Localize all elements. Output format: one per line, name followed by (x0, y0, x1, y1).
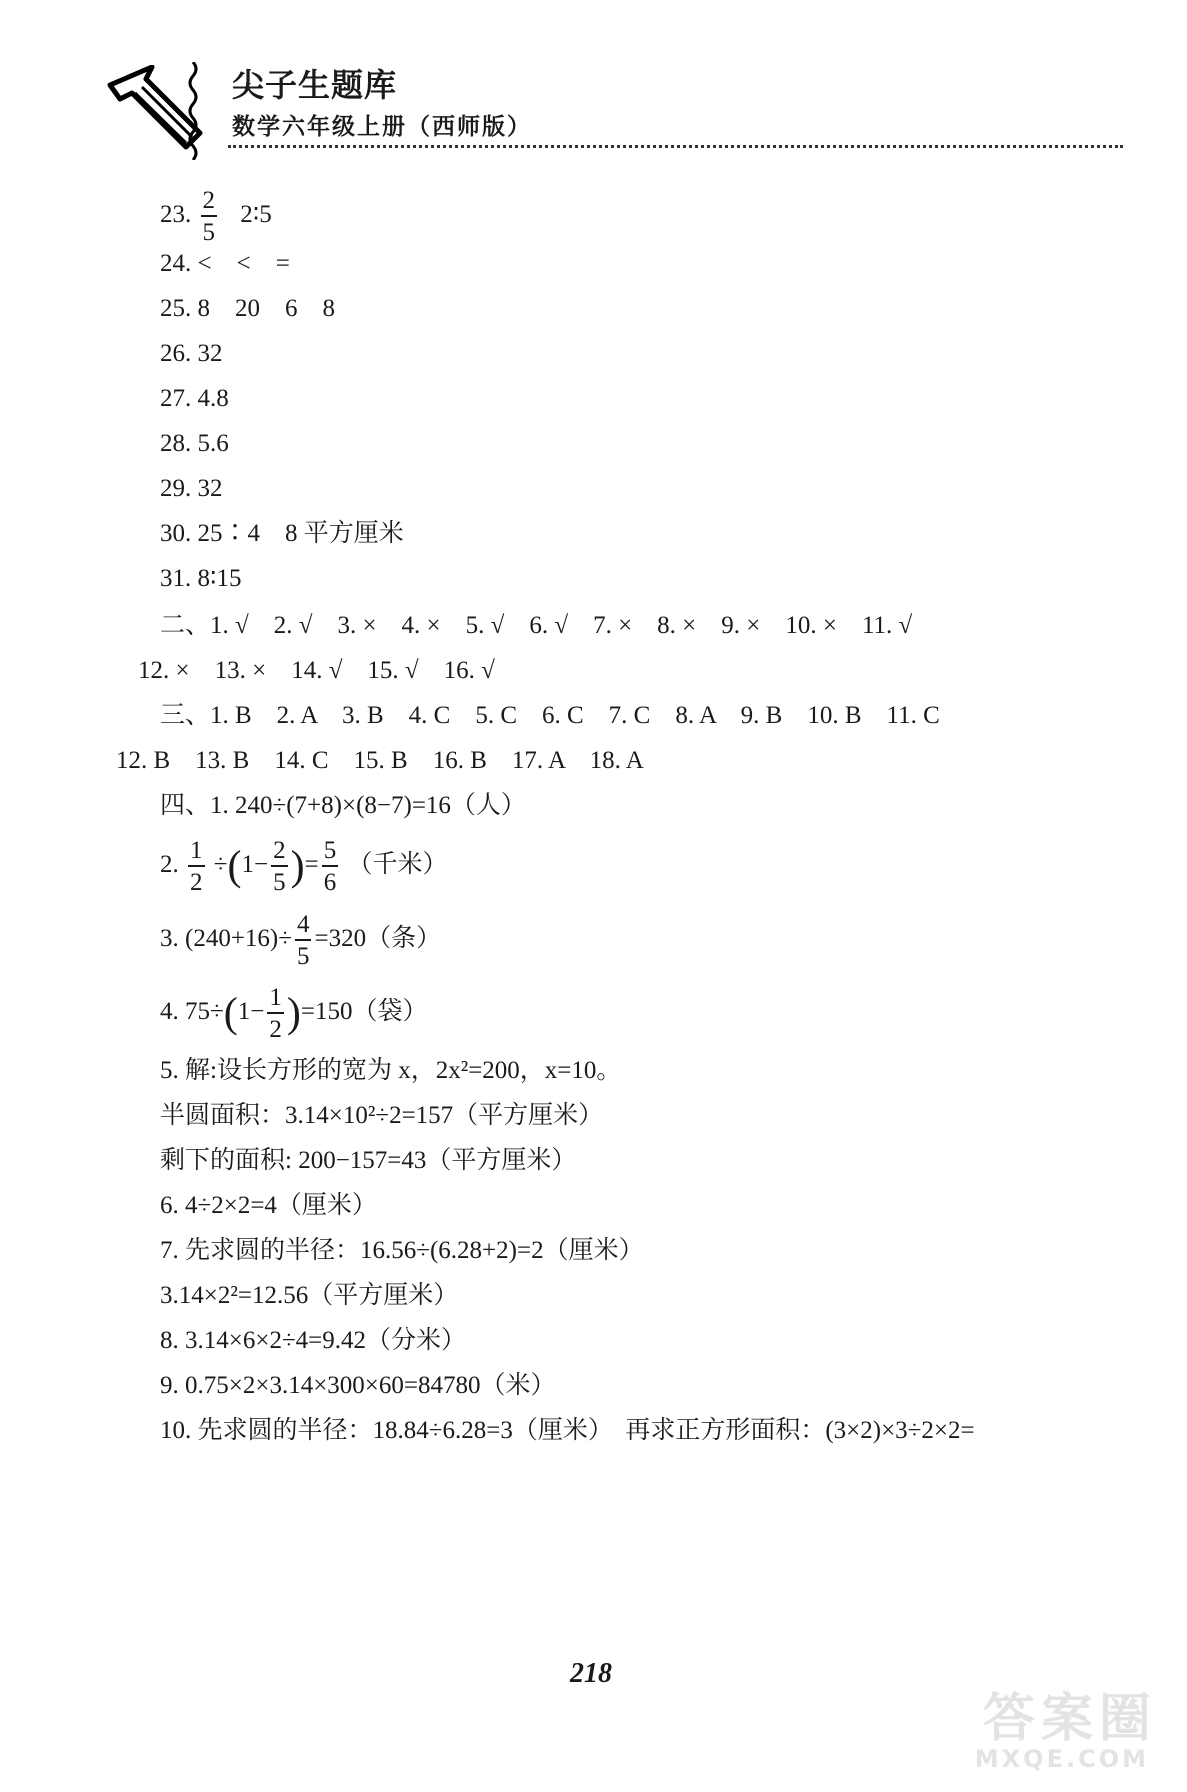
section-4-q10: 10. 先求圆的半径：18.84÷6.28=3（厘米） 再求正方形面积：(3×2)×3÷2×2= (160, 1417, 975, 1444)
section-4-q9: 9. 0.75×2×3.14×300×60=84780（米） (160, 1372, 556, 1399)
divide-sign: ÷ (213, 851, 228, 879)
section-3-line-2: 12. B 13. B 14. C 15. B 16. B 17. A 18. A (116, 747, 644, 774)
answer-23-number: 23. (160, 201, 192, 229)
q4-prefix: 4. 75÷ (160, 998, 224, 1026)
section-4-q7-area: 3.14×2²=12.56（平方厘米） (160, 1282, 459, 1309)
book-subtitle: 数学六年级上册（西师版） (232, 114, 532, 140)
fraction (295, 912, 312, 969)
fraction-numerator: 1 (267, 985, 284, 1014)
section-4-q7: 7. 先求圆的半径：16.56÷(6.28+2)=2（厘米） (160, 1237, 644, 1264)
section-4-q8: 8. 3.14×6×2÷4=9.42（分米） (160, 1327, 467, 1354)
fraction-denominator: 6 (323, 869, 337, 896)
left-paren: ( (223, 990, 238, 1037)
section-4-q1: 四、1. 240÷(7+8)×(8−7)=16（人） (160, 792, 526, 819)
section-4-q5-remaining: 剩下的面积: 200−157=43（平方厘米） (160, 1147, 577, 1174)
section-4-q6: 6. 4÷2×2=4（厘米） (160, 1192, 377, 1219)
fraction-denominator: 2 (190, 869, 203, 896)
q2-inner-expression: 1− (241, 851, 269, 879)
q2-unit: （千米） (347, 851, 448, 879)
answer-26: 26. 32 (160, 340, 223, 367)
section-2-line-2: 12. × 13. × 14. √ 15. √ 16. √ (138, 657, 495, 684)
right-paren: ) (286, 990, 301, 1037)
answer-23 (160, 188, 272, 245)
fraction (267, 985, 284, 1042)
right-paren: ) (290, 843, 305, 890)
page-number: 218 (570, 1658, 612, 1689)
fraction-numerator: 2 (201, 188, 218, 217)
section-4-q3 (160, 912, 441, 969)
q3-prefix: 3. (240+16)÷ (160, 925, 292, 953)
left-paren: ( (227, 843, 242, 890)
fraction (201, 188, 218, 245)
q3-suffix: =320（条） (314, 925, 442, 953)
fraction-denominator: 5 (202, 219, 215, 246)
answer-25: 25. 8 20 6 8 (160, 295, 336, 322)
fraction-denominator: 2 (269, 1016, 282, 1043)
fraction-denominator: 5 (273, 869, 286, 896)
fraction (271, 838, 288, 895)
equals-sign: = (304, 851, 319, 879)
section-3-line-1: 三、1. B 2. A 3. B 4. C 5. C 6. C 7. C 8. A 9. B 10. B 11. C (160, 702, 940, 729)
answer-27: 27. 4.8 (160, 385, 229, 412)
fraction (322, 838, 339, 895)
fraction (188, 838, 205, 895)
section-4-q5: 5. 解:设长方形的宽为 x，2x²=200，x=10。 (160, 1057, 622, 1084)
watermark-url: MXQE.COM (974, 1745, 1149, 1773)
section-4-q5-semicircle: 半圆面积：3.14×10²÷2=157（平方厘米） (160, 1102, 604, 1129)
q4-suffix: =150（袋） (300, 998, 428, 1026)
wavy-divider-icon (186, 62, 200, 160)
answer-30: 30. 25∶4 8 平方厘米 (160, 520, 404, 547)
section-4-q4 (160, 985, 427, 1042)
fraction-denominator: 5 (296, 943, 310, 970)
watermark-logo: 答案圈 (982, 1689, 1157, 1749)
section-4-q2 (160, 838, 447, 895)
fraction-numerator: 1 (188, 838, 205, 867)
answer-28: 28. 5.6 (160, 430, 229, 457)
answer-24: 24. < < = (160, 250, 290, 277)
fraction-numerator: 4 (295, 912, 312, 941)
answer-29: 29. 32 (160, 475, 223, 502)
book-title: 尖子生题库 (232, 66, 398, 104)
answer-23-ratio: 2∶5 (240, 201, 272, 229)
fraction-numerator: 5 (322, 838, 339, 867)
fraction-numerator: 2 (271, 838, 288, 867)
q2-prefix: 2. (160, 851, 179, 879)
answer-31: 31. 8∶15 (160, 565, 242, 592)
q4-inner-expression: 1− (237, 998, 265, 1026)
section-2-line-1: 二、1. √ 2. √ 3. × 4. × 5. √ 6. √ 7. × 8. × 9. × 10. × 11. √ (160, 612, 913, 639)
header-dotted-divider (228, 145, 1123, 148)
